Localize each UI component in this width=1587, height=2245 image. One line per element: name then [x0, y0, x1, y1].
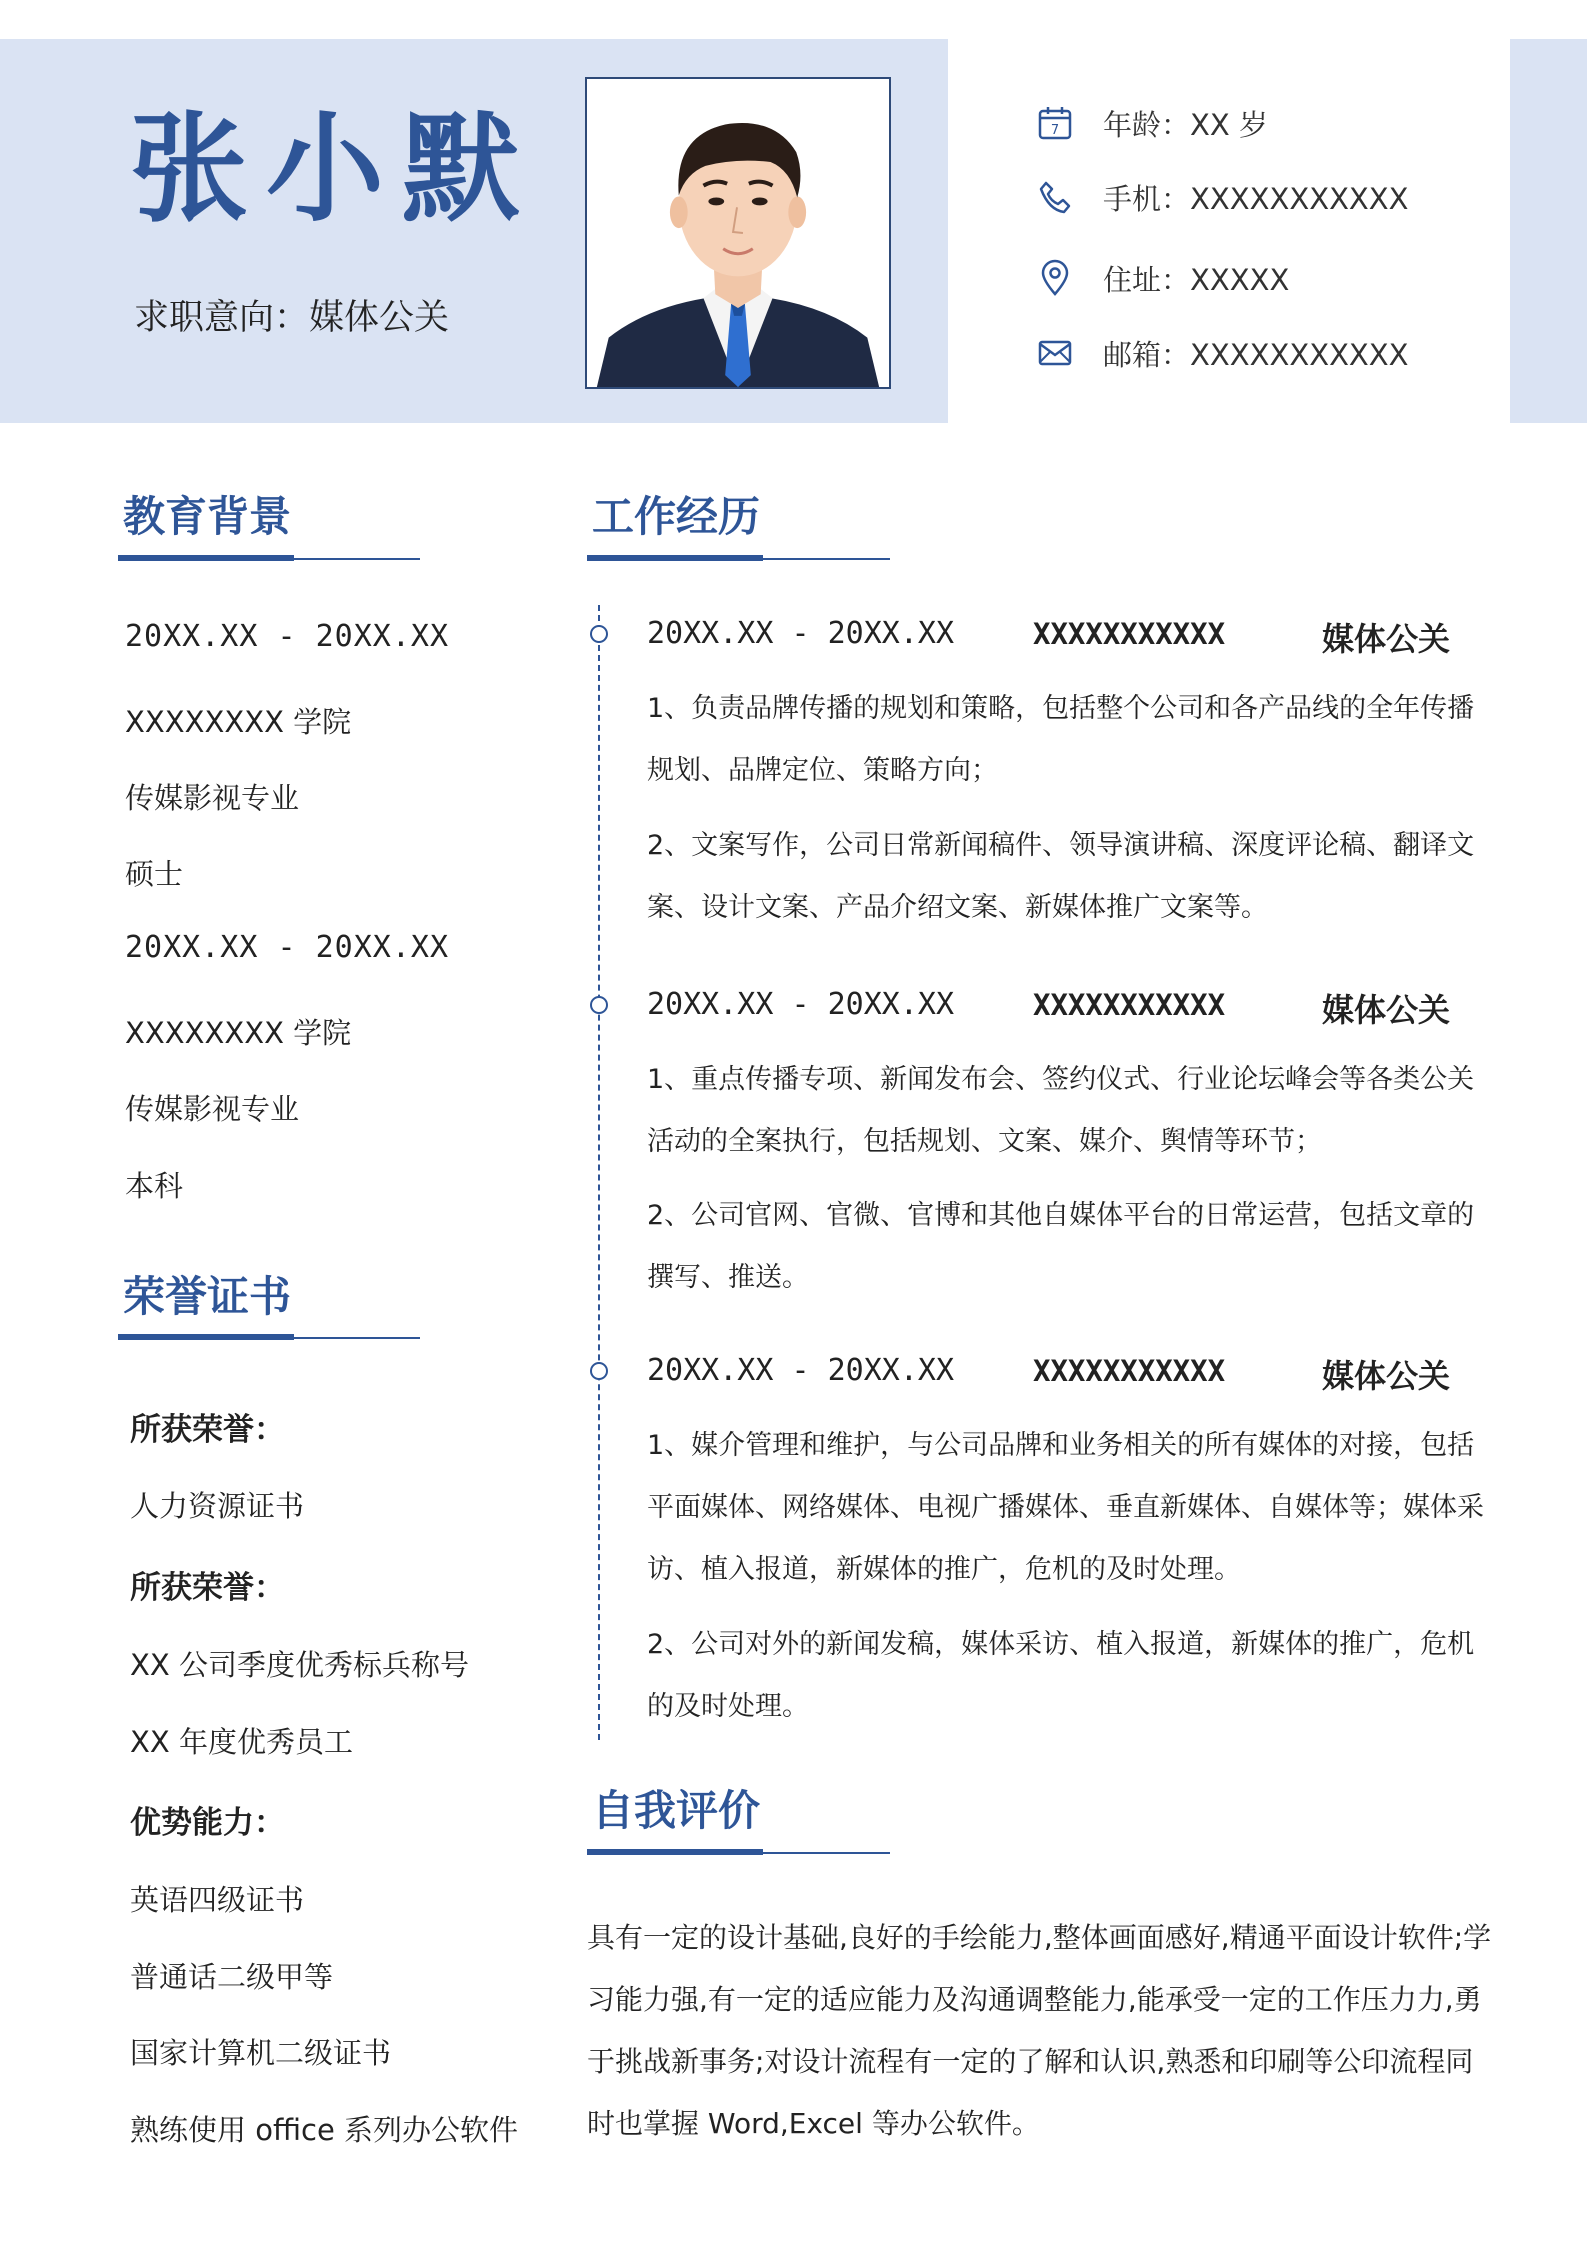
education-school: XXXXXXXX 学院: [125, 705, 352, 739]
address-text: 住址：XXXXX: [1103, 262, 1290, 297]
job-date: 20XX.XX - 20XX.XX: [647, 616, 955, 651]
section-divider-accent: [118, 555, 294, 561]
self-evaluation-text: 具有一定的设计基础,良好的手绘能力,整体画面感好,精通平面设计软件;学习能力强,有一定的适应能力及沟通调整能力,能承受一定的工作压力力,勇于挑战新事务;对设计流程有一定的了解和认识,熟悉和印刷等公印流程同时也掌握 Word,Excel 等办公软件。: [587, 1921, 1492, 2140]
education-major: 传媒影视专业: [125, 1092, 300, 1126]
candidate-name: 张小默: [130, 100, 539, 238]
honor-item: 人力资源证书: [130, 1489, 305, 1523]
section-divider-accent: [587, 555, 763, 561]
job-date: 20XX.XX - 20XX.XX: [647, 1353, 955, 1388]
job-date: 20XX.XX - 20XX.XX: [647, 987, 955, 1022]
skill-item: 国家计算机二级证书: [130, 2036, 392, 2070]
contact-email: [1035, 333, 1495, 373]
honor-group-label: 所获荣誉：: [130, 1412, 285, 1448]
email-text: 邮箱：XXXXXXXXXXX: [1103, 337, 1409, 372]
section-title-honors: 荣誉证书: [123, 1272, 292, 1321]
phone-text: 手机：XXXXXXXXXXX: [1103, 181, 1409, 216]
honor-group-label: 所获荣誉：: [130, 1570, 285, 1606]
job-role: 媒体公关: [1322, 620, 1451, 658]
job-duty: 2、公司官网、官微、官博和其他自媒体平台的日常运营，包括文章的撰写、推送。: [647, 1200, 1475, 1293]
timeline-dot: [590, 1362, 608, 1380]
contact-age: [1035, 103, 1495, 143]
education-degree: 硕士: [125, 857, 184, 891]
education-date: 20XX.XX - 20XX.XX: [125, 930, 450, 965]
location-pin-icon: [1035, 258, 1075, 298]
contact-phone: [1035, 177, 1495, 217]
section-title-evaluation: 自我评价: [592, 1786, 761, 1835]
education-degree: 本科: [125, 1169, 184, 1203]
svg-text:7: 7: [1050, 123, 1060, 138]
job-duty: 2、公司对外的新闻发稿，媒体采访、植入报道，新媒体的推广，危机的及时处理。: [647, 1629, 1475, 1722]
profile-photo: [585, 77, 891, 389]
honor-item: XX 年度优秀员工: [130, 1725, 353, 1759]
section-title-education: 教育背景: [123, 492, 292, 541]
job-duty: 2、文案写作，公司日常新闻稿件、领导演讲稿、深度评论稿、翻译文案、设计文案、产品介绍文案、新媒体推广文案等。: [647, 830, 1475, 923]
job-role: 媒体公关: [1322, 1357, 1451, 1395]
section-title-work: 工作经历: [592, 492, 761, 541]
timeline-dot: [590, 996, 608, 1014]
skill-item: 熟练使用 office 系列办公软件: [130, 2113, 519, 2147]
phone-icon: [1035, 177, 1075, 217]
skill-item: 英语四级证书: [130, 1883, 305, 1917]
education-date: 20XX.XX - 20XX.XX: [125, 619, 450, 654]
job-company: XXXXXXXXXXX: [1033, 1354, 1226, 1388]
job-intent: 求职意向：媒体公关: [134, 298, 450, 338]
education-school: XXXXXXXX 学院: [125, 1016, 352, 1050]
skill-item: 普通话二级甲等: [130, 1960, 334, 1994]
section-divider-accent: [587, 1849, 763, 1855]
job-company: XXXXXXXXXXX: [1033, 617, 1226, 651]
job-duty: 1、媒介管理和维护，与公司品牌和业务相关的所有媒体的对接，包括平面媒体、网络媒体、电视广播媒体、垂直新媒体、自媒体等；媒体采访、植入报道，新媒体的推广，危机的及时处理。: [647, 1430, 1484, 1585]
timeline-dot: [590, 625, 608, 643]
job-duty: 1、重点传播专项、新闻发布会、签约仪式、行业论坛峰会等各类公关活动的全案执行，包括规划、文案、媒介、舆情等环节；: [647, 1064, 1475, 1157]
mail-icon: [1035, 333, 1075, 373]
contact-address: [1035, 258, 1495, 298]
job-duty: 1、负责品牌传播的规划和策略，包括整个公司和各产品线的全年传播规划、品牌定位、策略方向；: [647, 693, 1475, 786]
work-timeline: [598, 605, 600, 1740]
age-text: 年龄：XX 岁: [1103, 107, 1268, 142]
header-band-accent: [1510, 39, 1587, 423]
education-major: 传媒影视专业: [125, 781, 300, 815]
job-role: 媒体公关: [1322, 991, 1451, 1029]
avatar: [587, 79, 889, 387]
honor-item: XX 公司季度优秀标兵称号: [130, 1648, 469, 1682]
section-divider-accent: [118, 1334, 294, 1340]
skills-group-label: 优势能力：: [130, 1805, 285, 1841]
job-company: XXXXXXXXXXX: [1033, 988, 1226, 1022]
calendar-icon: [1035, 103, 1075, 143]
